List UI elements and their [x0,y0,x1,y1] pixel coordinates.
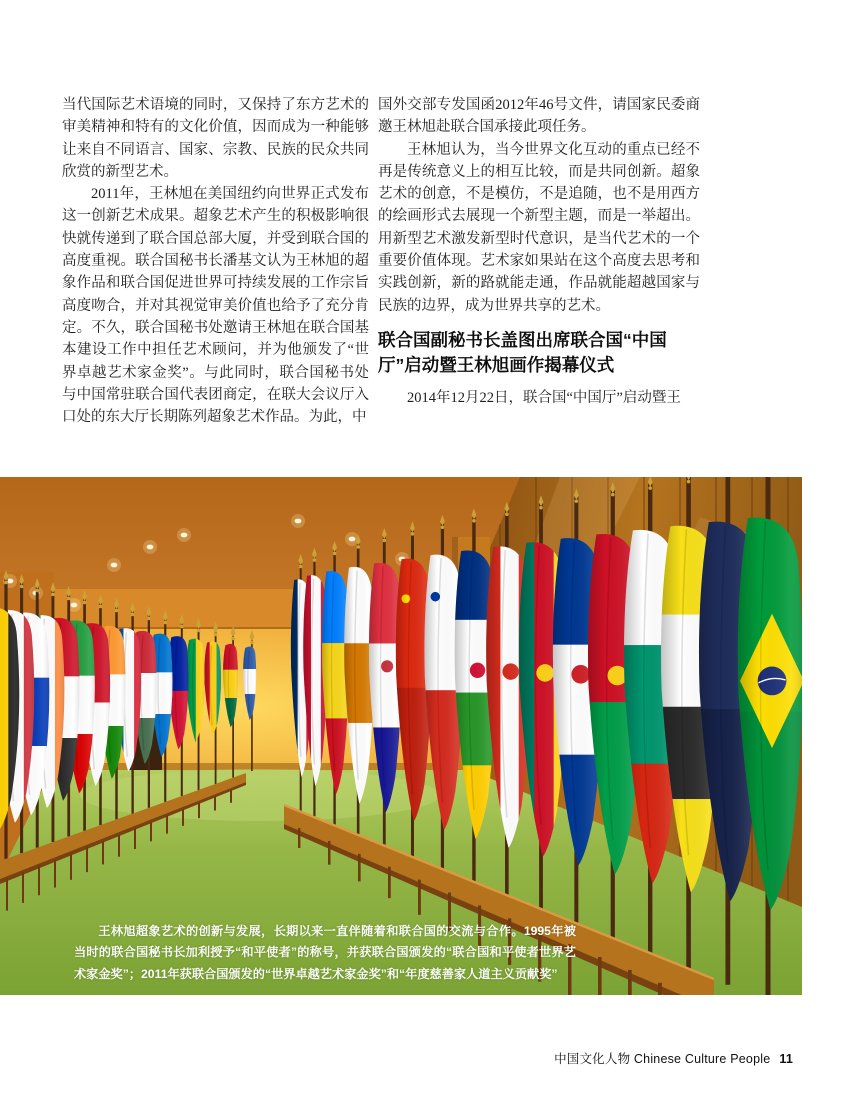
footer-journal-title: 中国文化人物 Chinese Culture People [554,1052,771,1066]
text-column-right [378,94,700,409]
paragraph-right-1: 国外交部专发国函2012年46号文件，请国家民委商邀王林旭赴联合国承接此项任务。 [378,97,700,136]
section-heading: 联合国副秘书长盖图出席联合国“中国厅”启动暨王林旭画作揭幕仪式 [378,329,667,376]
paragraph-left-2: 2011年，王林旭在美国纽约向世界正式发布这一创新艺术成果。超象艺术产生的积极影响很快就传递到了联合国总部大厦，并受到联合国的高度重视。联合国秘书长潘基文认为王林旭的超象作品和联合国促进世界可持续发展的工作宗旨高度吻合，并对其视觉审美价值也给予了充分肯定。不久，联合国秘书处邀请王林旭在联合国基本建设工作中担任艺术顾问，并为他颁发了“世界卓越艺术家金奖”。与此同时，联合国秘书处与中国常驻联合国代表团商定，在联大会议厅入口处的东大厅长期陈列超象艺术作品。为此，中 [62,186,369,426]
text-column-left [62,94,369,428]
page-footer [554,1049,793,1067]
page-number: 11 [779,1052,793,1066]
paragraph-left-1: 当代国际艺术语境的同时，又保持了东方艺术的审美精神和特有的文化价值，因而成为一种能够让来自不同语言、国家、宗教、民族的民众共同欣赏的新型艺术。 [62,97,369,180]
paragraph-right-2: 王林旭认为，当今世界文化互动的重点已经不再是传统意义上的相互比较，而是共同创新。超象艺术的创意，不是模仿，不是追随，也不是用西方的绘画形式去展现一个新型主题，而是一举超出。用新型艺术激发新型时代意识，是当代艺术的一个重要价值体现。艺术家如果站在这个高度去思考和实践创新，新的路就能走通，作品就能超越国家与民族的边界，成为世界共享的艺术。 [378,141,700,314]
paragraph-right-3: 2014年12月22日，联合国“中国厅”启动暨王 [407,389,681,406]
photo-caption: 王林旭超象艺术的创新与发展，长期以来一直伴随着和联合国的交流与合作。1995年被当时的联合国秘书长加利授予“和平使者”的称号，并获联合国颁发的“联合国和平使者世界艺术家金奖”；2011年获联合国颁发的“世界卓越艺术家金奖”和“年度慈善家人道主义贡献奖” [74,924,576,981]
photo-svg [0,477,802,995]
photo-un-flags-hall [0,477,802,995]
